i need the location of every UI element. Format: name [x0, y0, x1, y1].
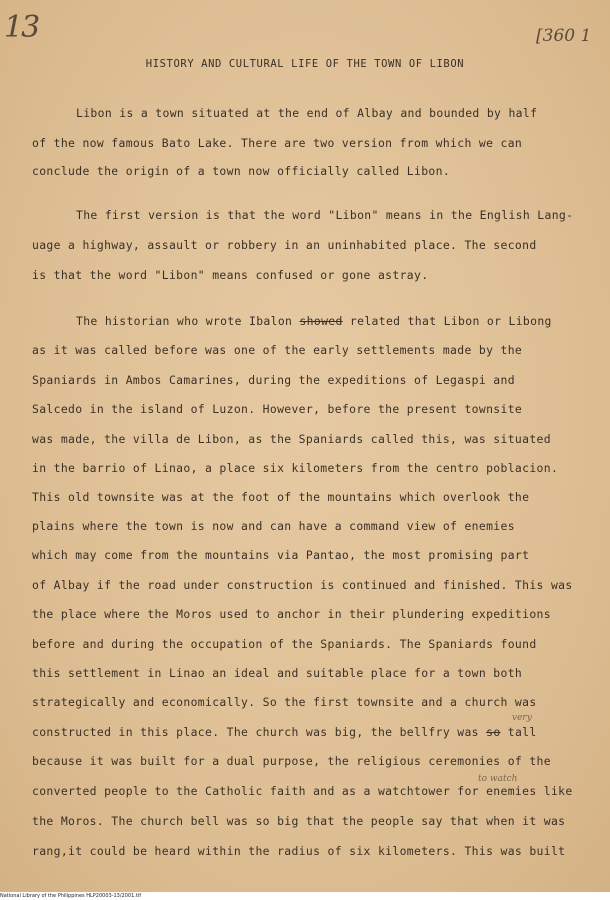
text-segment: tall — [507, 725, 537, 739]
document-title: HISTORY AND CULTURAL LIFE OF THE TOWN OF LIBON — [145, 58, 465, 70]
text-line: This old townsite was at the foot of the mountains which overlook the — [32, 490, 530, 504]
struck-word: showed — [299, 314, 343, 328]
text-line: strategically and economically. So the first townsite and a church was — [32, 695, 537, 709]
text-line: The first version is that the word "Libon" means in the English Lang- — [76, 208, 574, 222]
text-line — [32, 725, 537, 739]
text-line: plains where the town is now and can have a command view of enemies — [32, 519, 515, 533]
page-number-mark: 13 — [4, 10, 39, 45]
archive-number-mark: [360 1 — [536, 26, 592, 46]
text-line — [76, 314, 552, 328]
text-line: conclude the origin of a town now officially called Libon. — [32, 164, 451, 178]
text-line: is that the word "Libon" means confused or gone astray. — [32, 268, 429, 282]
text-line: Libon is a town situated at the end of Albay and bounded by half — [76, 106, 538, 120]
text-line: which may come from the mountains via Pantao, the most promising part — [32, 548, 530, 562]
text-line: Spaniards in Ambos Camarines, during the expeditions of Legaspi and — [32, 373, 515, 387]
text-line: of the now famous Bato Lake. There are two version from which we can — [32, 136, 523, 150]
text-line: converted people to the Catholic faith and as a watchtower for enemies like — [32, 784, 573, 798]
text-line: Salcedo in the island of Luzon. However, before the present townsite — [32, 402, 523, 416]
handwritten-annotation: very — [512, 713, 532, 723]
text-segment: related that Libon or Libong — [349, 314, 552, 328]
text-line: because it was built for a dual purpose, the religious ceremonies of the — [32, 754, 551, 768]
footer-caption: National Library of the Philippines HLP20003-13/2001.tif — [0, 892, 610, 900]
text-line: in the barrio of Linao, a place six kilometers from the centro poblacion. — [32, 461, 559, 475]
struck-word: so — [486, 725, 501, 739]
text-segment: The historian who wrote Ibalon — [76, 314, 293, 328]
text-line: this settlement in Linao an ideal and suitable place for a town both — [32, 666, 523, 680]
text-line: the place where the Moros used to anchor in their plundering expeditions — [32, 607, 551, 621]
text-line: of Albay if the road under construction is continued and finished. This was — [32, 578, 573, 592]
text-segment: constructed in this place. The church was big, the bellfry was — [32, 725, 479, 739]
text-line: rang,it could be heard within the radius of six kilometers. This was built — [32, 844, 566, 858]
text-line: the Moros. The church bell was so big that the people say that when it was — [32, 814, 566, 828]
text-line: uage a highway, assault or robbery in an uninhabited place. The second — [32, 238, 537, 252]
text-line: before and during the occupation of the Spaniards. The Spaniards found — [32, 637, 537, 651]
text-line: was made, the villa de Libon, as the Spaniards called this, was situated — [32, 432, 551, 446]
handwritten-annotation: to watch — [478, 774, 518, 784]
text-line: as it was called before was one of the early settlements made by the — [32, 343, 523, 357]
